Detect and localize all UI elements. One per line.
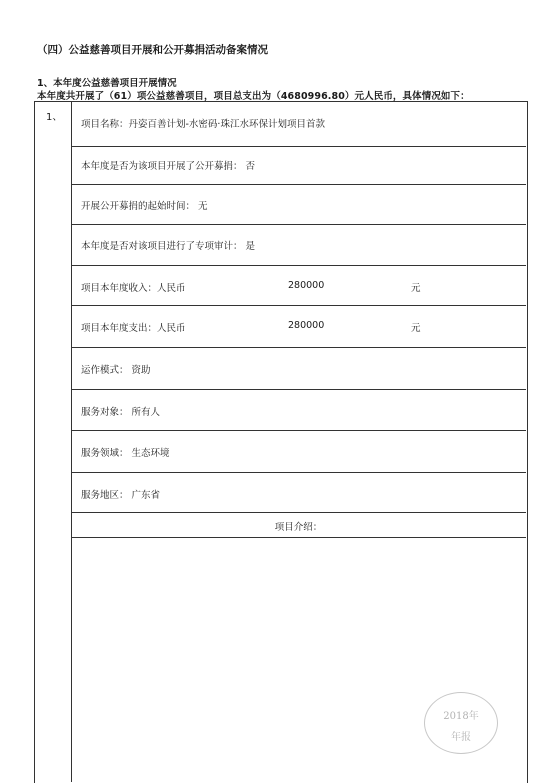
stamp-line1: 2018年 (443, 711, 479, 722)
row-divider (71, 347, 526, 348)
special-audit: 本年度是否对该项目进行了专项审计： 是 (81, 241, 256, 252)
service-field: 服务领域： 生态环境 (81, 448, 170, 459)
public-fundraising: 本年度是否为该项目开展了公开募捐： 否 (81, 161, 256, 172)
row-divider (71, 472, 526, 473)
row-divider (71, 265, 526, 266)
row-divider (71, 184, 526, 185)
fundraising-start-time: 开展公开募捐的起始时间： 无 (81, 201, 208, 212)
stamp-line2: 年报 (451, 732, 471, 743)
row-divider (71, 537, 526, 538)
row-divider (71, 430, 526, 431)
service-region: 服务地区： 广东省 (81, 490, 161, 501)
summary-line: 本年度共开展了（61）项公益慈善项目，项目总支出为（4680996.80）元人民币，具体情况如下： (37, 91, 470, 102)
row-divider (71, 224, 526, 225)
expense-label: 项目本年度支出：人民币 (81, 323, 186, 334)
service-target: 服务对象： 所有人 (81, 407, 161, 418)
expense-unit: 元 (411, 323, 421, 334)
row-divider (71, 389, 526, 390)
expense-value: 280000 (288, 320, 325, 331)
income-label: 项目本年度收入：人民币 (81, 283, 186, 294)
section-title: （四）公益慈善项目开展和公开募捐活动备案情况 (37, 44, 268, 56)
income-unit: 元 (411, 283, 421, 294)
operation-mode: 运作模式： 资助 (81, 365, 151, 376)
item-index: 1、 (46, 112, 63, 123)
row-divider (71, 146, 526, 147)
sub-title: 1、本年度公益慈善项目开展情况 (37, 78, 177, 89)
project-intro-label: 项目介绍： (274, 522, 323, 533)
row-divider (71, 512, 526, 513)
income-value: 280000 (288, 280, 325, 291)
project-name: 项目名称：丹姿百善计划-水密码·珠江水环保计划项目首款 (81, 119, 325, 130)
index-column (34, 101, 72, 782)
row-divider (71, 305, 526, 306)
annual-report-stamp (424, 692, 498, 754)
